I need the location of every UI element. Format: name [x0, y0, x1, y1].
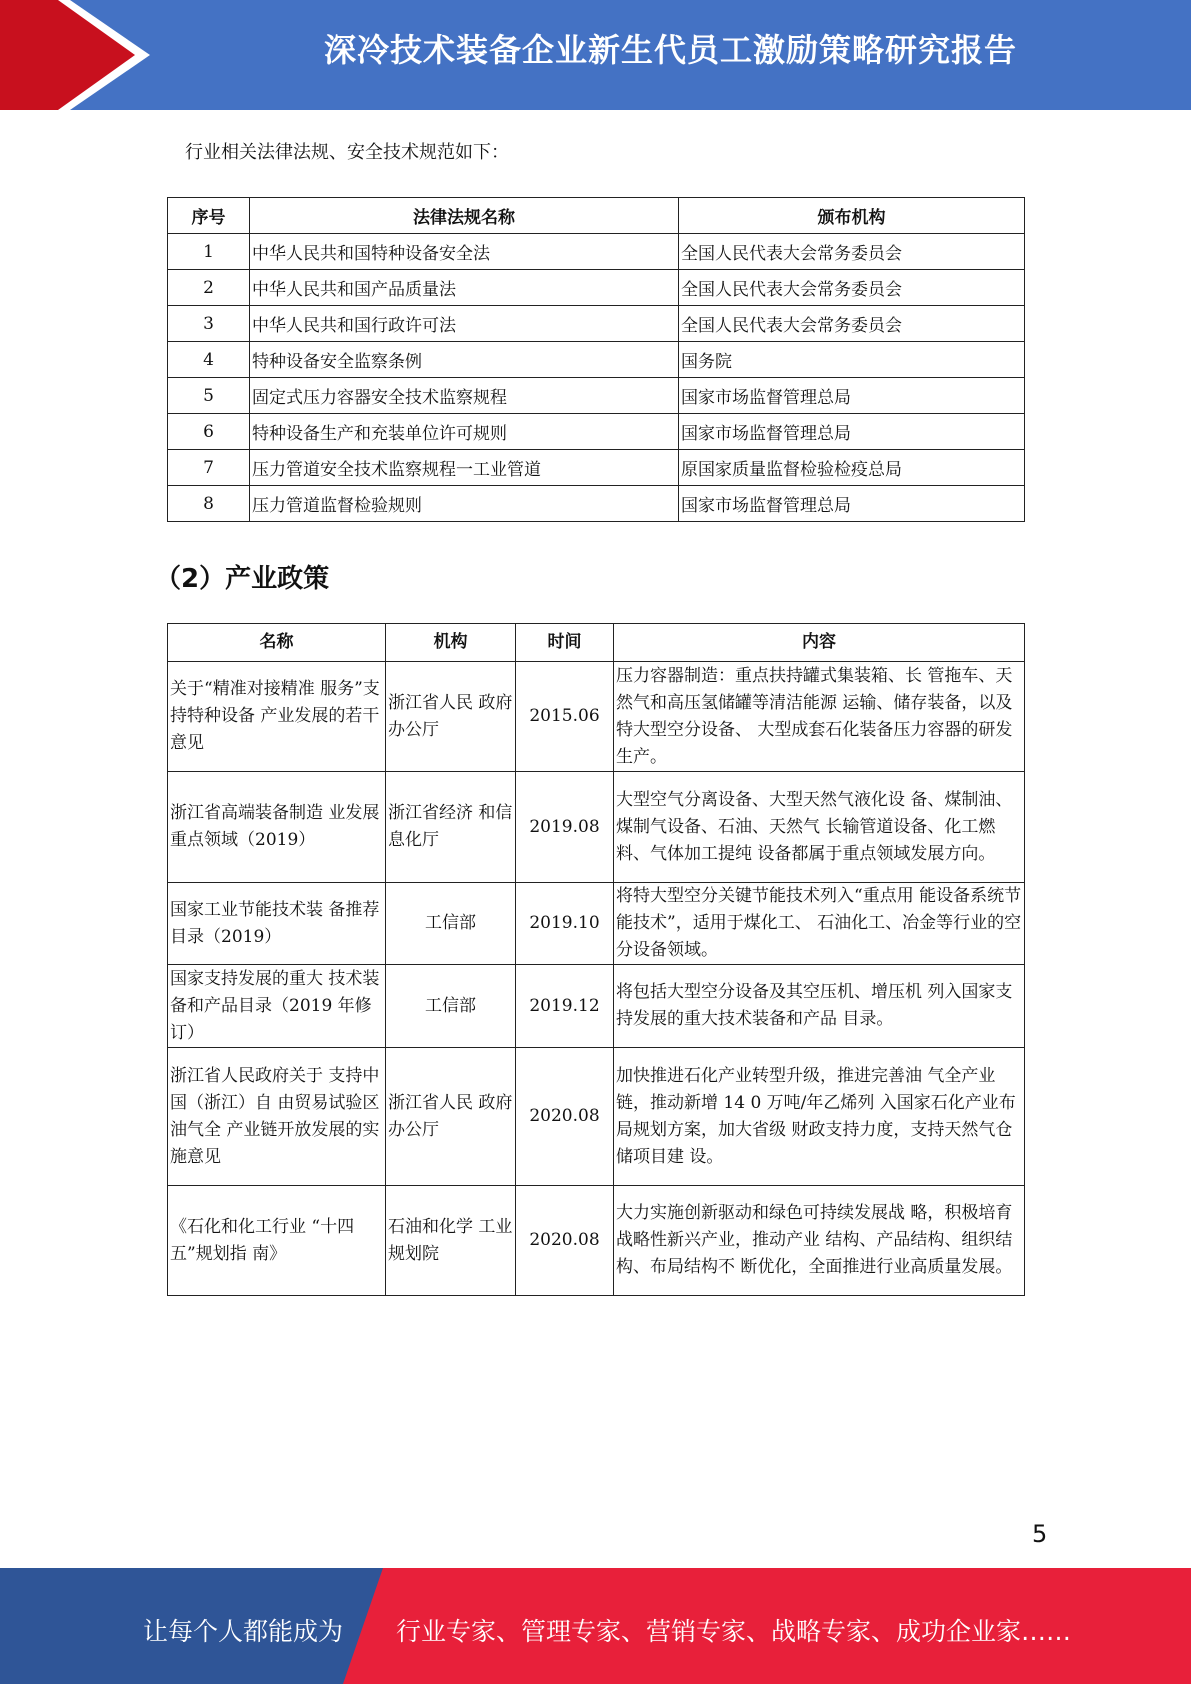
table-header-row — [168, 198, 1025, 234]
column-header: 颁布机构 — [679, 198, 1025, 234]
column-header: 时间 — [516, 624, 614, 662]
table-cell: 大型空气分离设备、大型天然气液化设 备、煤制油、煤制气设备、石油、天然气 长输管道设备、化工燃料、气体加工提纯 设备都属于重点领域发展方向。 — [614, 772, 1025, 883]
table-cell: 1 — [168, 234, 250, 270]
table-cell: 全国人民代表大会常务委员会 — [679, 270, 1025, 306]
header-arrow-decoration — [0, 0, 150, 110]
table-cell: 浙江省人民 政府办公厅 — [386, 1048, 516, 1186]
table-cell: 加快推进石化产业转型升级，推进完善油 气全产业链，推动新增 14 0 万吨/年乙烯列 入国家石化产业布局规划方案，加大省级 财政支持力度，支持天然气仓储项目建 设。 — [614, 1048, 1025, 1186]
column-header: 内容 — [614, 624, 1025, 662]
table-cell: 关于“精准对接精准 服务”支持特种设备 产业发展的若干意见 — [168, 662, 386, 772]
table-cell: 国家市场监督管理总局 — [679, 378, 1025, 414]
table-row — [168, 234, 1025, 270]
table-cell: 5 — [168, 378, 250, 414]
table-cell: 将包括大型空分设备及其空压机、增压机 列入国家支持发展的重大技术装备和产品 目录。 — [614, 965, 1025, 1048]
table-cell: 浙江省高端装备制造 业发展重点领域（2019） — [168, 772, 386, 883]
intro-text: 行业相关法律法规、安全技术规范如下： — [185, 142, 509, 163]
laws-table — [167, 197, 1025, 522]
table-row — [168, 306, 1025, 342]
table-cell: 工信部 — [386, 883, 516, 965]
table-row — [168, 772, 1025, 883]
table-cell: 石油和化学 工业规划院 — [386, 1186, 516, 1296]
table-row — [168, 342, 1025, 378]
table-cell: 2020.08 — [516, 1186, 614, 1296]
table-cell: 压力容器制造：重点扶持罐式集装箱、长 管拖车、天然气和高压氢储罐等清洁能源 运输、储存装备，以及特大型空分设备、 大型成套石化装备压力容器的研发生产。 — [614, 662, 1025, 772]
table-cell: 特种设备安全监察条例 — [250, 342, 679, 378]
table-cell: 国家市场监督管理总局 — [679, 486, 1025, 522]
table-row — [168, 662, 1025, 772]
policy-table — [167, 623, 1025, 1296]
table-cell: 浙江省人民政府关于 支持中国（浙江）自 由贸易试验区油气全 产业链开放发展的实 施意见 — [168, 1048, 386, 1186]
table-cell: 特种设备生产和充装单位许可规则 — [250, 414, 679, 450]
page-number: 5 — [1032, 1520, 1048, 1548]
table-cell: 中华人民共和国产品质量法 — [250, 270, 679, 306]
table-cell: 2019.10 — [516, 883, 614, 965]
table-row — [168, 1186, 1025, 1296]
table-cell: 6 — [168, 414, 250, 450]
table-cell: 工信部 — [386, 965, 516, 1048]
footer-slogan-left: 让每个人都能成为 — [143, 1617, 344, 1646]
table-cell: 国家市场监督管理总局 — [679, 414, 1025, 450]
table-cell: 2019.08 — [516, 772, 614, 883]
table-cell: 浙江省人民 政府办公厅 — [386, 662, 516, 772]
table-row — [168, 965, 1025, 1048]
table-cell: 全国人民代表大会常务委员会 — [679, 234, 1025, 270]
page-footer — [0, 1568, 1191, 1684]
table-row — [168, 378, 1025, 414]
table-cell: 大力实施创新驱动和绿色可持续发展战 略，积极培育战略性新兴产业，推动产业 结构、产品结构、组织结构、布局结构不 断优化，全面推进行业高质量发展。 — [614, 1186, 1025, 1296]
table-cell: 中华人民共和国特种设备安全法 — [250, 234, 679, 270]
table-cell: 8 — [168, 486, 250, 522]
table-cell: 中华人民共和国行政许可法 — [250, 306, 679, 342]
column-header: 法律法规名称 — [250, 198, 679, 234]
report-title: 深冷技术装备企业新生代员工激励策略研究报告 — [323, 31, 1017, 69]
footer-slogan-right: 行业专家、管理专家、营销专家、战略专家、成功企业家…… — [396, 1617, 1072, 1646]
table-row — [168, 486, 1025, 522]
table-cell: 7 — [168, 450, 250, 486]
table-row — [168, 883, 1025, 965]
table-cell: 4 — [168, 342, 250, 378]
table-row — [168, 414, 1025, 450]
table-cell: 压力管道安全技术监察规程一工业管道 — [250, 450, 679, 486]
table-cell: 浙江省经济 和信息化厅 — [386, 772, 516, 883]
table-cell: 2019.12 — [516, 965, 614, 1048]
table-cell: 国家支持发展的重大 技术装备和产品目录（2019 年修订） — [168, 965, 386, 1048]
table-cell: 固定式压力容器安全技术监察规程 — [250, 378, 679, 414]
table-row — [168, 450, 1025, 486]
table-header-row — [168, 624, 1025, 662]
table-row — [168, 1048, 1025, 1186]
column-header: 机构 — [386, 624, 516, 662]
table-cell: 《石化和化工行业 “十四五”规划指 南》 — [168, 1186, 386, 1296]
table-cell: 国家工业节能技术装 备推荐目录（2019） — [168, 883, 386, 965]
column-header: 名称 — [168, 624, 386, 662]
section-heading: （2）产业政策 — [155, 564, 330, 594]
table-cell: 压力管道监督检验规则 — [250, 486, 679, 522]
table-cell: 国务院 — [679, 342, 1025, 378]
table-cell: 2 — [168, 270, 250, 306]
table-cell: 原国家质量监督检验检疫总局 — [679, 450, 1025, 486]
table-cell: 2020.08 — [516, 1048, 614, 1186]
column-header: 序号 — [168, 198, 250, 234]
page-header — [0, 0, 1191, 110]
table-cell: 2015.06 — [516, 662, 614, 772]
table-cell: 3 — [168, 306, 250, 342]
table-row — [168, 270, 1025, 306]
table-cell: 将特大型空分关键节能技术列入“重点用 能设备系统节能技术”，适用于煤化工、 石油化工、冶金等行业的空分设备领域。 — [614, 883, 1025, 965]
table-cell: 全国人民代表大会常务委员会 — [679, 306, 1025, 342]
